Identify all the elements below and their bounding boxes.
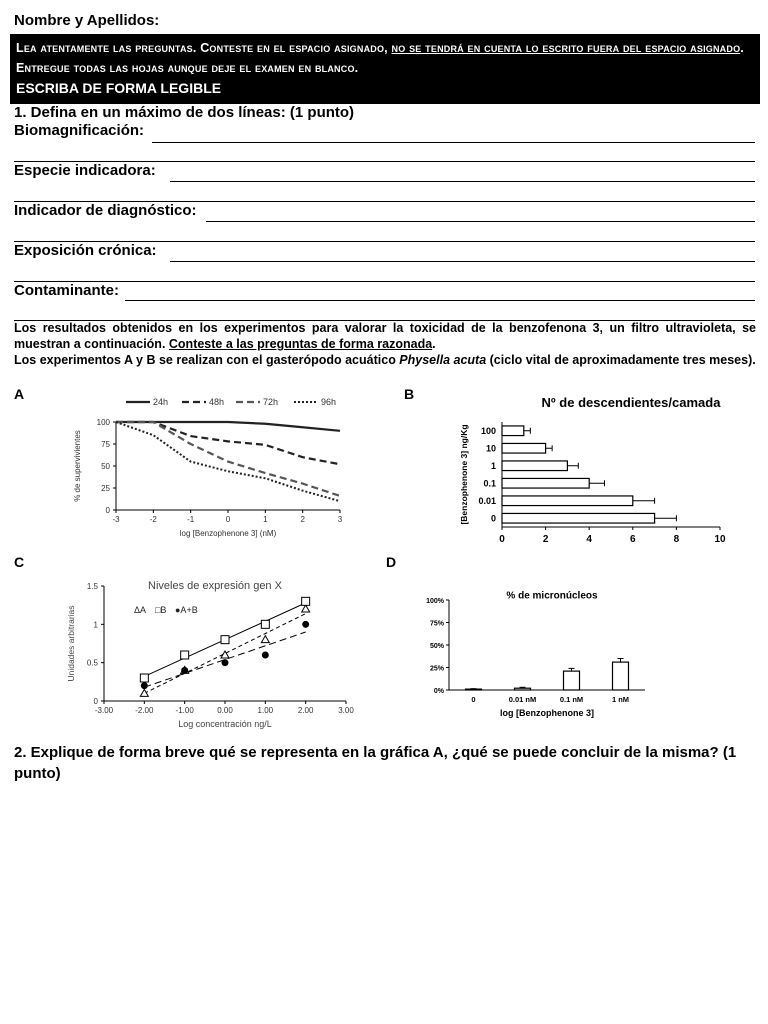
point-A-plus-B — [222, 659, 229, 666]
x-tick-label: 4 — [586, 534, 592, 545]
x-tick-label: -3.00 — [94, 706, 114, 715]
bar — [613, 662, 629, 690]
chart-d-micronuclei — [405, 590, 735, 725]
series-line-24h — [116, 422, 340, 431]
y-tick-label: 75% — [429, 620, 444, 628]
point-B — [181, 651, 189, 659]
point-B — [302, 597, 310, 605]
y-tick-label: 1 — [490, 460, 496, 471]
intro-text — [14, 320, 756, 368]
x-tick-label: 2 — [542, 534, 549, 545]
panel-label-d: D — [386, 554, 397, 570]
y-tick-label: 0 — [105, 506, 110, 515]
x-tick-label: 3.00 — [338, 706, 354, 715]
x-tick-label: 6 — [630, 534, 636, 545]
point-A-plus-B — [262, 652, 269, 659]
x-tick-label: 1.00 — [257, 706, 274, 715]
chart-a-survival — [70, 392, 370, 552]
x-tick-label: 0 — [471, 695, 476, 704]
legend-label-96h: 96h — [321, 397, 337, 407]
x-tick-label: 10 — [714, 534, 726, 545]
y-axis-label: % de supervivientes — [73, 430, 82, 502]
x-tick-label: 0 — [499, 534, 505, 545]
x-tick-label: 2.00 — [297, 706, 314, 715]
panel-label-b: B — [404, 386, 415, 402]
x-tick-label: -1.00 — [175, 706, 194, 715]
series-line-72h — [116, 422, 340, 496]
chart-title: Niveles de expresión gen X — [148, 580, 282, 592]
y-tick-label: 0.01 — [478, 495, 496, 506]
point-A — [302, 605, 310, 612]
point-A-plus-B — [302, 621, 309, 628]
y-axis-label: [Benzophenone 3] ng/Kg — [459, 424, 469, 525]
point-B — [261, 620, 269, 628]
x-axis-label: Log concentración ng/L — [178, 719, 272, 729]
x-tick-label: 1 nM — [611, 695, 630, 704]
x-tick-label: 0.1 nM — [559, 695, 584, 704]
bar — [564, 671, 580, 690]
bar — [502, 478, 589, 488]
x-tick-label: 3 — [337, 515, 343, 524]
answer-line[interactable] — [125, 300, 755, 301]
legend-label-24h: 24h — [153, 397, 169, 407]
term-indicador-diagnostico: Indicador de diagnóstico: — [14, 202, 197, 219]
point-A — [140, 689, 148, 696]
bar — [466, 689, 482, 690]
answer-line[interactable] — [206, 221, 755, 222]
y-tick-label: 100% — [426, 598, 444, 605]
y-tick-label: 0 — [490, 513, 496, 524]
legend-a-plus-b: ●A+B — [175, 605, 198, 615]
legend-label-48h: 48h — [209, 397, 225, 407]
bar — [502, 443, 546, 453]
y-tick-label: 0.1 — [483, 478, 496, 489]
legible-notice: ESCRIBA DE FORMA LEGIBLE — [16, 80, 222, 96]
point-B — [221, 636, 229, 644]
y-tick-label: 0.5 — [86, 658, 98, 668]
y-tick-label: 75 — [101, 440, 110, 449]
x-tick-label: -2.00 — [135, 706, 154, 715]
y-tick-label: 0% — [433, 688, 444, 695]
question-1-title: 1. Defina en un máximo de dos líneas: (1 punto) — [14, 104, 355, 121]
answer-line[interactable] — [14, 281, 755, 282]
x-axis-label: log [Benzophenone 3] — [500, 708, 594, 718]
chart-title: % de micronúcleos — [506, 590, 598, 602]
panel-label-c: C — [14, 554, 25, 570]
x-tick-label: 0.00 — [217, 706, 233, 715]
bar — [515, 688, 531, 690]
bar — [502, 496, 633, 506]
y-tick-label: 50 — [101, 462, 110, 471]
term-contaminante: Contaminante: — [14, 282, 119, 299]
intro-paragraph-2: Los experimentos A y B se realizan con el gasterópodo acuático Physella acuta (ciclo vital de aproximadamente tres meses). — [14, 353, 756, 367]
x-tick-label: -3 — [112, 515, 120, 524]
name-label: Nombre y Apellidos: — [14, 12, 160, 29]
term-biomagnificacion: Biomagnificación: — [14, 122, 145, 139]
bar — [502, 513, 655, 523]
point-A — [261, 636, 269, 643]
legend-b: □B — [155, 605, 167, 615]
x-tick-label: 2 — [300, 515, 305, 524]
point-B — [140, 674, 148, 682]
point-A-plus-B — [181, 667, 188, 674]
bar — [502, 461, 567, 471]
legend-label-72h: 72h — [263, 397, 279, 407]
intro-paragraph-1: Los resultados obtenidos en los experimentos para valorar la toxicidad de la benzofenona 3, un filtro ultravioleta, se muestran a continuación. Conteste a las preguntas de forma razonada. — [14, 321, 756, 351]
instructions-banner — [10, 34, 760, 104]
y-tick-label: 25 — [101, 484, 110, 493]
y-axis-label: Unidades arbitrarias — [66, 605, 76, 682]
legend-a: ΔA — [134, 605, 147, 615]
answer-line[interactable] — [152, 142, 755, 143]
y-tick-label: 10 — [485, 443, 496, 454]
y-tick-label: 0 — [93, 697, 98, 706]
x-tick-label: -2 — [149, 515, 157, 524]
point-A-plus-B — [141, 682, 148, 689]
chart-c-gene-expression — [60, 576, 370, 741]
answer-line[interactable] — [170, 261, 755, 262]
x-tick-label: 8 — [673, 534, 680, 545]
x-tick-label: 1 — [263, 515, 268, 524]
instructions-text: Lea atentamente las preguntas. Conteste en el espacio asignado, no se tendrá en cuenta lo escrito fuera del espacio asignado. Entregue todas las hojas aunque deje el examen en blanco. — [16, 41, 744, 75]
chart-title: Nº de descendientes/camada — [541, 395, 721, 410]
x-tick-label: 0 — [225, 515, 231, 524]
y-tick-label: 1 — [93, 620, 98, 630]
answer-line[interactable] — [170, 181, 755, 182]
y-tick-label: 50% — [429, 643, 444, 650]
x-tick-label: 0.01 nM — [508, 695, 537, 704]
y-tick-label: 100 — [480, 425, 496, 436]
y-tick-label: 100 — [96, 418, 110, 427]
chart-b-offspring — [450, 392, 750, 552]
x-axis-label: log [Benzophenone 3] (nM) — [179, 529, 277, 538]
bar — [502, 426, 524, 436]
term-especie-indicadora: Especie indicadora: — [14, 162, 156, 179]
x-tick-label: -1 — [187, 515, 195, 524]
question-2-text: 2. Explique de forma breve qué se representa en la gráfica A, ¿qué se puede concluir de la misma? (1 punto) — [14, 744, 737, 782]
y-tick-label: 1.5 — [86, 582, 98, 591]
term-exposicion-cronica: Exposición crónica: — [14, 242, 157, 259]
y-tick-label: 25% — [429, 665, 444, 673]
panel-label-a: A — [14, 386, 25, 402]
